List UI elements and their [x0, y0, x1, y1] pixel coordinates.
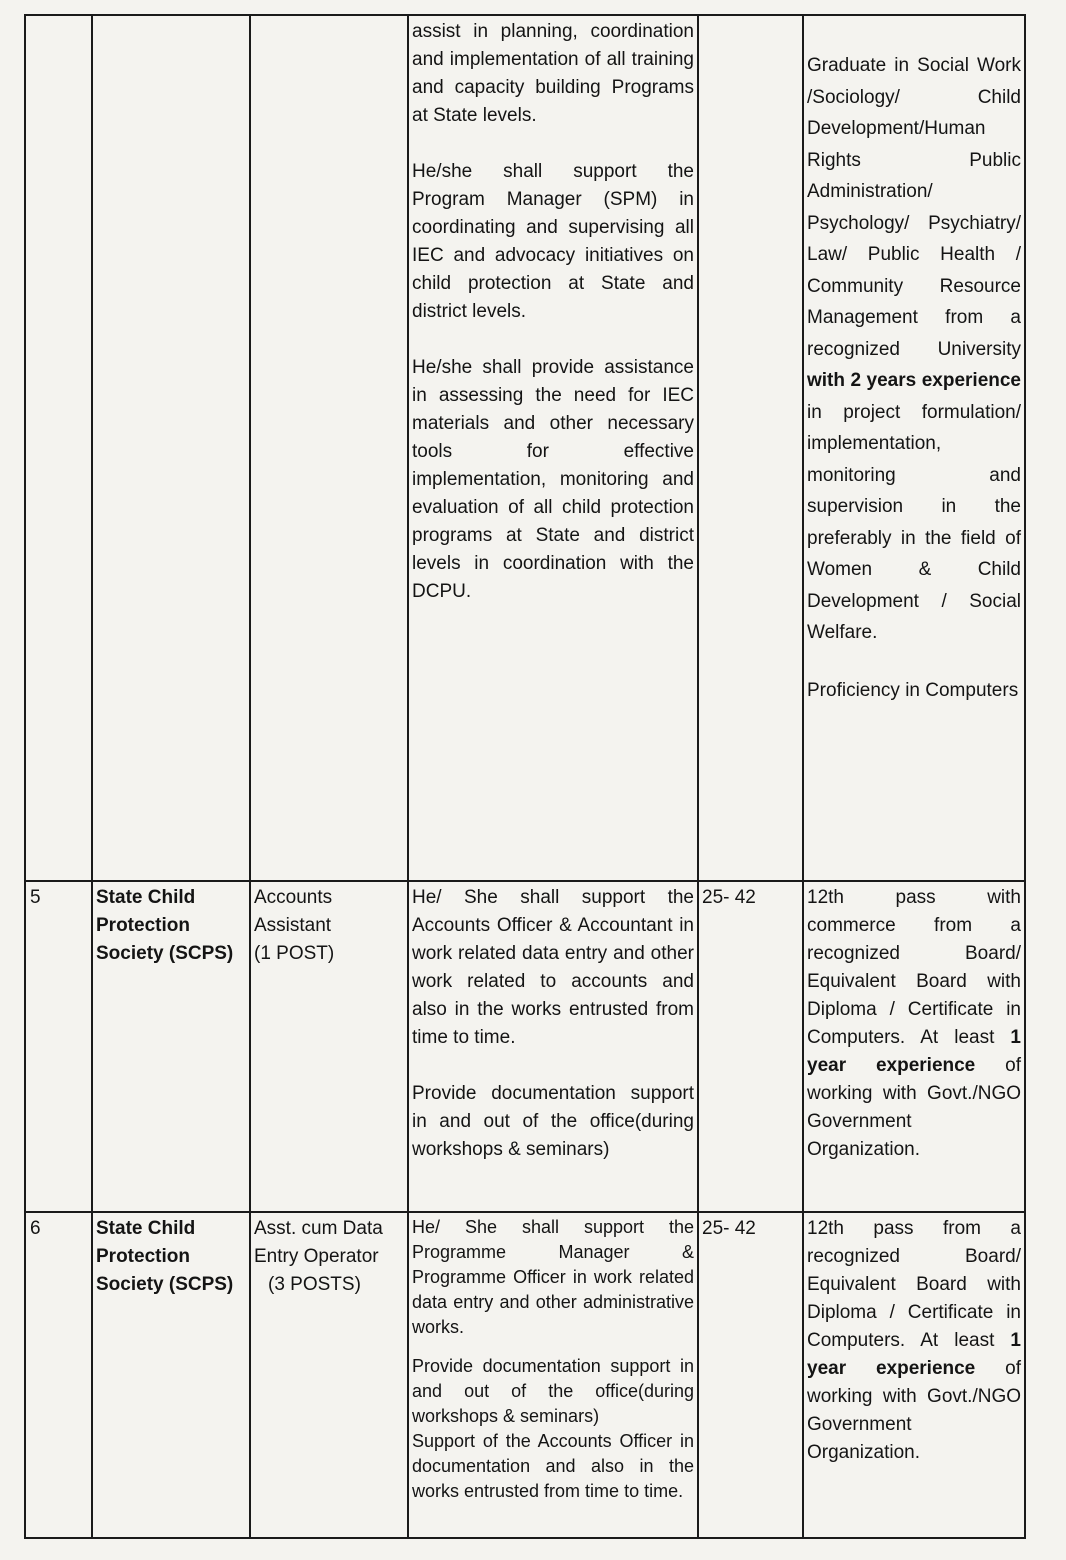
- age-cell: 25- 42: [698, 881, 803, 1212]
- organization-cell: State Child Protection Society (SCPS): [92, 881, 250, 1212]
- table-row: [25, 15, 1025, 881]
- duty-paragraph: He/she shall provide assistance in assessing the need for IEC materials and other necessary tools for effective implementation, monitoring and evaluation of all child protection programs at State and district levels in coordination with the DCPU.: [412, 357, 694, 602]
- duties-cell: [408, 1212, 698, 1538]
- post-cell: [250, 881, 408, 1212]
- table-row: [25, 1212, 1025, 1538]
- age-cell: 25- 42: [698, 1212, 803, 1538]
- duty-paragraph: He/ She shall support the Programme Manager & Programme Officer in work related data entry and other administrative works.: [412, 1217, 694, 1337]
- duty-paragraph: He/ She shall support the Accounts Officer & Accountant in work related data entry and other work related to accounts and also in the works entrusted from time to time.: [412, 887, 694, 1048]
- duties-cell: [408, 881, 698, 1212]
- organization-cell: State Child Protection Society (SCPS): [92, 1212, 250, 1538]
- post-cell: [250, 1212, 408, 1538]
- duties-cell: [408, 15, 698, 881]
- organization-cell: [92, 15, 250, 881]
- qualification-text: of working with Govt./NGO Government Organization.: [807, 1358, 1021, 1463]
- experience-highlight: 1 year experience: [807, 1330, 1021, 1379]
- experience-highlight: 1 year experience: [807, 1027, 1021, 1076]
- age-cell: [698, 15, 803, 881]
- qualification-cell: [803, 881, 1025, 1212]
- post-name: Asst. cum Data Entry Operator: [254, 1218, 383, 1267]
- qualification-text: 12th pass from a recognized Board/ Equivalent Board with Diploma / Certificate in Computers. At least: [807, 1218, 1021, 1351]
- recruitment-table: [24, 14, 1026, 1539]
- post-name: Accounts Assistant: [254, 887, 333, 936]
- sl-no-cell: 5: [25, 881, 92, 1212]
- sl-no-cell: [25, 15, 92, 881]
- duty-paragraph: He/she shall support the Program Manager (SPM) in coordinating and supervising all IEC and advocacy initiatives on child protection at State and district levels.: [412, 161, 694, 322]
- post-cell: [250, 15, 408, 881]
- computer-proficiency: Proficiency in Computers: [807, 679, 1019, 701]
- qualification-text: Graduate in Social Work /Sociology/ Child Development/Human Rights Public Administration/ Psychology/ Psychiatry/ Law/ Public Health / Community Resource Management from a recognized University: [807, 55, 1021, 360]
- qualification-text: in project formulation/ implementation, monitoring and supervision in the preferably in the field of Women & Child Development / Social Welfare.: [807, 401, 1021, 643]
- qualification-text: 12th pass with commerce from a recognized Board/ Equivalent Board with Diploma / Certificate in Computers. At least: [807, 887, 1021, 1048]
- post-count: (3 POSTS): [268, 1274, 361, 1295]
- sl-no-cell: 6: [25, 1212, 92, 1538]
- duty-paragraph: Support of the Accounts Officer in documentation and also in the works entrusted from time to time.: [412, 1431, 694, 1501]
- experience-highlight: with 2 years experience: [807, 370, 1021, 391]
- post-count: (1 POST): [254, 943, 335, 964]
- qualification-cell: [803, 15, 1025, 881]
- qualification-cell: [803, 1212, 1025, 1538]
- duty-paragraph: Provide documentation support in and out of the office(during workshops & seminars): [412, 1083, 694, 1160]
- qualification-text: of working with Govt./NGO Government Organization.: [807, 1055, 1021, 1160]
- table-row: [25, 881, 1025, 1212]
- duty-paragraph: Provide documentation support in and out of the office(during workshops & seminars): [412, 1356, 694, 1426]
- duty-paragraph: assist in planning, coordination and implementation of all training and capacity building Programs at State levels.: [412, 21, 694, 126]
